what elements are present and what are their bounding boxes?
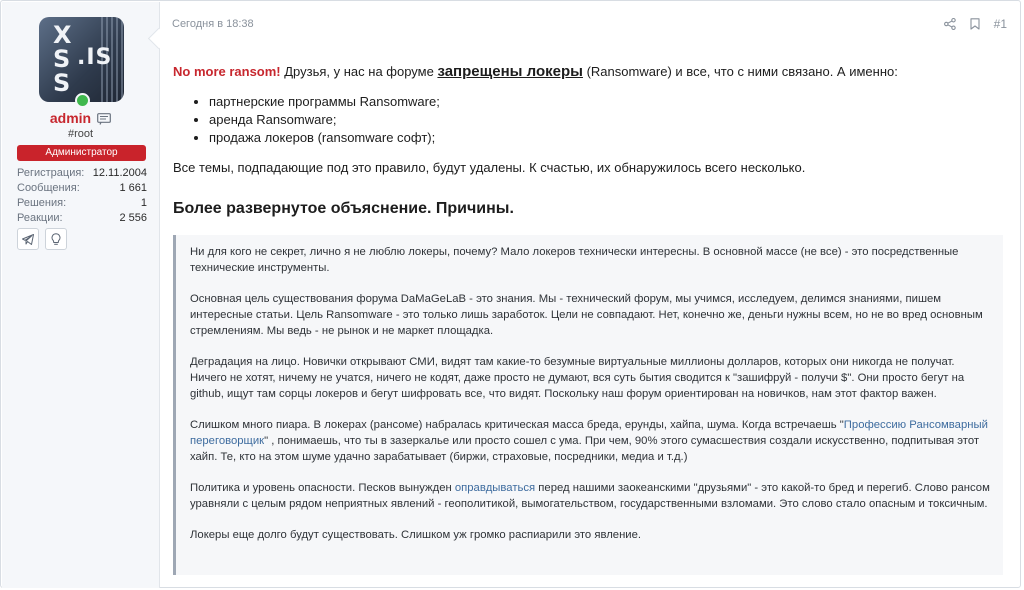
stat-label: Сообщения: xyxy=(17,182,80,194)
user-stats xyxy=(17,166,147,226)
stat-messages xyxy=(17,181,147,196)
user-panel xyxy=(2,2,160,588)
quote-text: Слишком много пиара. В локерах (рансоме) набралась критическая масса бреда, ерунды, хайпа, шума. Когда встречаешь " xyxy=(190,419,844,431)
quote-paragraph: Деградация на лицо. Новички открывают СМИ, видят там какие-то безумные виртуальные миллионы долларов, которых они никогда не получат. Ничего не хотят, ничему не учатся, ничего не кодят, даже просто не думают, вся суть бытия сводится к "зашифруй - получи $". Они просто бегут на github, ищут там сорцы локеров и бегут шифровать все, что видят. Поскольку наш форум ориентирован на новичков, нам этот фактор важен. xyxy=(190,356,965,400)
list-item: • продажа локеров (ransomware софт); xyxy=(209,129,1008,147)
intro-text: Друзья, у нас на форуме xyxy=(280,64,438,79)
stat-value[interactable]: 1 xyxy=(140,197,147,209)
avatar-letter: S xyxy=(53,69,71,97)
justify-link[interactable]: оправдываться xyxy=(454,482,536,494)
telegram-button[interactable] xyxy=(17,228,39,250)
post-timestamp[interactable]: Сегодня в 18:38 xyxy=(172,18,254,30)
stat-reactions xyxy=(17,211,147,226)
intro-emphasis: запрещены локеры xyxy=(437,63,583,80)
quote-block xyxy=(173,235,1003,575)
username-row xyxy=(2,110,159,126)
stat-value[interactable]: 2 556 xyxy=(119,212,147,224)
username-link[interactable]: admin xyxy=(49,110,92,126)
stat-registration xyxy=(17,166,147,181)
user-title: #root xyxy=(67,128,94,140)
quote-text: перед нашими заокеанскими "друзьями" - это какой-то бред и перегиб. Слово рансом уравняли с целым рядом неприятных явлений - геополитикой, вымогательством, государственными взломами. Это слово стало опасным и токсичным. xyxy=(190,482,990,510)
stat-label: Реакции: xyxy=(17,212,63,224)
message-icon[interactable] xyxy=(97,113,111,125)
quote-text: " , понимаешь, что ты в зазеркалье или просто сошел с ума. При чем, 90% этого сумасшествия создали искусственно, подпитывая этот хайп. Те, кто на этом шуме удачно зарабатывает (биржи, страховые, посредники, медиа и т.д.) xyxy=(190,435,980,463)
role-banner: Администратор xyxy=(17,145,146,161)
stat-value[interactable]: 1 661 xyxy=(119,182,147,194)
quote-text: Политика и уровень опасности. Песков вынужден xyxy=(190,482,455,494)
intro-text-end: (Ransomware) и все, что с ними связано. А именно: xyxy=(582,64,898,79)
intro-paragraph xyxy=(173,63,1008,81)
avatar-letter: X xyxy=(53,21,72,49)
bookmark-icon[interactable] xyxy=(970,18,980,30)
contact-buttons xyxy=(17,228,67,250)
online-status-icon xyxy=(75,93,90,108)
quote-paragraph: Основная цель существования форума DaMaGeLaB - это знания. Мы - технический форум, мы учимся, исследуем, делимся знаниями, пишем интересные статьи. Цель Ransomware - это только лишь заработок. Цели не совпадают. Нет, конечно же, деньги нужны всем, но не во вред основным стремлениям. Мы ведь - не рынок и не маркет площадка. xyxy=(190,293,983,337)
quote-paragraph xyxy=(190,480,993,512)
quote-paragraph: Ни для кого не секрет, лично я не люблю локеры, почему? Мало локеров технически интересны. В основной массе (не все) - это посредственные технические инструменты. xyxy=(190,246,959,274)
avatar-letter: .IS xyxy=(77,45,113,70)
after-list-paragraph: Все темы, подпадающие под это правило, будут удалены. К счастью, их обнаружилось всего несколько. xyxy=(173,160,806,175)
post-body xyxy=(173,63,1008,218)
post-header xyxy=(172,18,1007,34)
stat-label: Регистрация: xyxy=(17,167,85,179)
quote-paragraph xyxy=(190,417,993,465)
section-heading: Более развернутое объяснение. Причины. xyxy=(173,200,514,217)
quote-paragraph: Локеры еще долго будут существовать. Слишком уж громко распиарили это явление. xyxy=(190,529,642,541)
lightbulb-icon xyxy=(51,233,61,246)
stat-value: 12.11.2004 xyxy=(92,167,147,179)
post-tools xyxy=(944,17,1007,31)
list-item: • партнерские программы Ransomware; xyxy=(209,93,1008,111)
rules-list xyxy=(173,93,1008,147)
list-item: • аренда Ransomware; xyxy=(209,111,1008,129)
telegram-icon xyxy=(22,234,34,245)
stat-solutions xyxy=(17,196,147,211)
share-icon[interactable] xyxy=(944,18,956,30)
stat-label: Решения: xyxy=(17,197,67,209)
idea-button[interactable] xyxy=(45,228,67,250)
avatar[interactable] xyxy=(39,17,124,102)
avatar-letter: S xyxy=(53,45,71,73)
post-number-link[interactable]: #1 xyxy=(993,17,1007,31)
profession-link[interactable]: Профессию Рансомварный переговорщик xyxy=(190,419,988,447)
intro-highlight: No more ransom! xyxy=(173,64,281,79)
